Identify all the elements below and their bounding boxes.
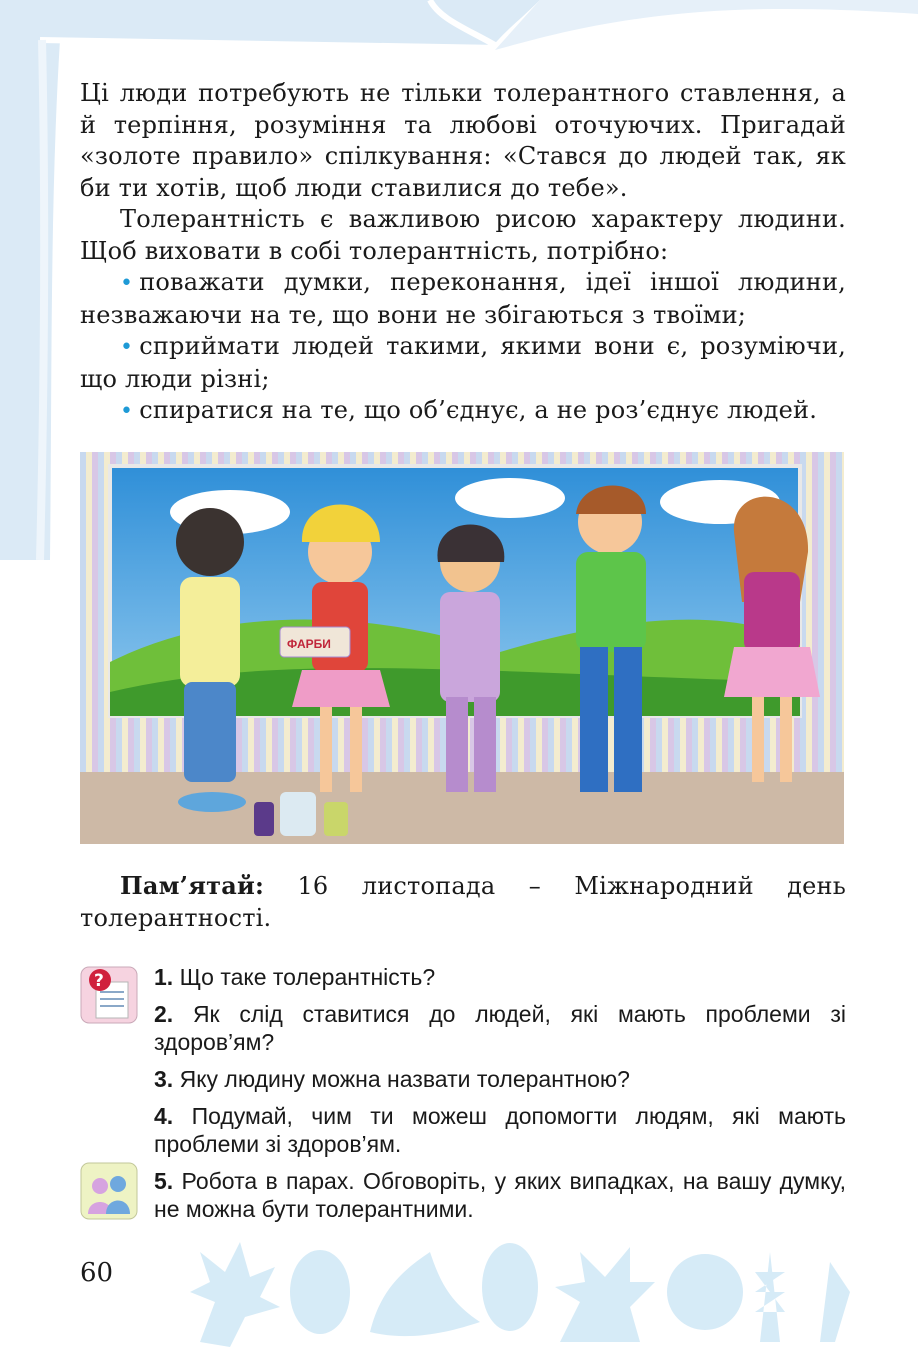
paragraph-golden-rule: Ці люди потребують не тільки толерантного ставлення, а й терпіння, розуміння та любові оточуючих. Пригадай «золоте правило» спілкування: «Стався до людей так, як би ти хотів, щоб люди ставилися до тебе». xyxy=(80,79,846,202)
bullet-dot: • xyxy=(120,399,134,424)
question-sheet-icon xyxy=(80,966,138,1024)
bullet-text: сприймати людей такими, якими вони є, розуміючи, що люди різні; xyxy=(80,332,846,393)
paragraph-tolerance: Толерантність є важливою рисою характеру людини. Щоб виховати в собі толерантність, потрібно: xyxy=(80,205,846,265)
svg-text:?: ? xyxy=(94,971,104,991)
bullet-text: спиратися на те, що об’єднує, а не роз’єднує людей. xyxy=(139,396,818,424)
question-item xyxy=(154,1065,846,1093)
bullet-dot: • xyxy=(120,335,134,360)
children-painting-illustration xyxy=(80,452,844,844)
question-number: 2. xyxy=(154,1001,174,1027)
question-text: Яку людину можна назвати толерантною? xyxy=(179,1066,630,1092)
remember-text: 16 листопада – Міжнародний день толерантності. xyxy=(80,872,846,932)
bullet-item xyxy=(80,267,846,331)
pair-work-icon xyxy=(80,1162,138,1220)
question-number: 5. xyxy=(154,1168,174,1194)
question-number: 4. xyxy=(154,1103,174,1129)
paint-box-label: ФАРБИ xyxy=(287,637,331,651)
question-text: Подумай, чим ти можеш допомогти людям, які мають проблеми зі здоров’ям. xyxy=(154,1103,847,1157)
main-text-block xyxy=(80,78,846,428)
leaves-decoration xyxy=(160,1232,860,1352)
remember-label: Пам’ятай: xyxy=(120,871,265,900)
question-number: 1. xyxy=(154,964,174,990)
bullet-dot: • xyxy=(120,271,134,296)
question-text: Як слід ставитися до людей, які мають проблеми зі здоров’ям? xyxy=(154,1001,846,1055)
bullet-item xyxy=(80,395,846,428)
question-item xyxy=(154,963,846,991)
page-number: 60 xyxy=(80,1258,114,1288)
bullet-text: поважати думки, переконання, ідеї іншої людини, незважаючи на те, що вони не збігаються з твоїми; xyxy=(80,268,846,329)
remember-note xyxy=(80,870,846,934)
question-text: Що таке толерантність? xyxy=(179,964,436,990)
question-number: 3. xyxy=(154,1066,174,1092)
question-item xyxy=(154,1167,846,1223)
bullet-item xyxy=(80,331,846,395)
questions-list xyxy=(154,963,846,1232)
question-item xyxy=(154,1102,846,1158)
question-text: Робота в парах. Обговоріть, у яких випадках, на вашу думку, не можна бути толерантними. xyxy=(154,1168,847,1222)
question-item xyxy=(154,1000,846,1056)
